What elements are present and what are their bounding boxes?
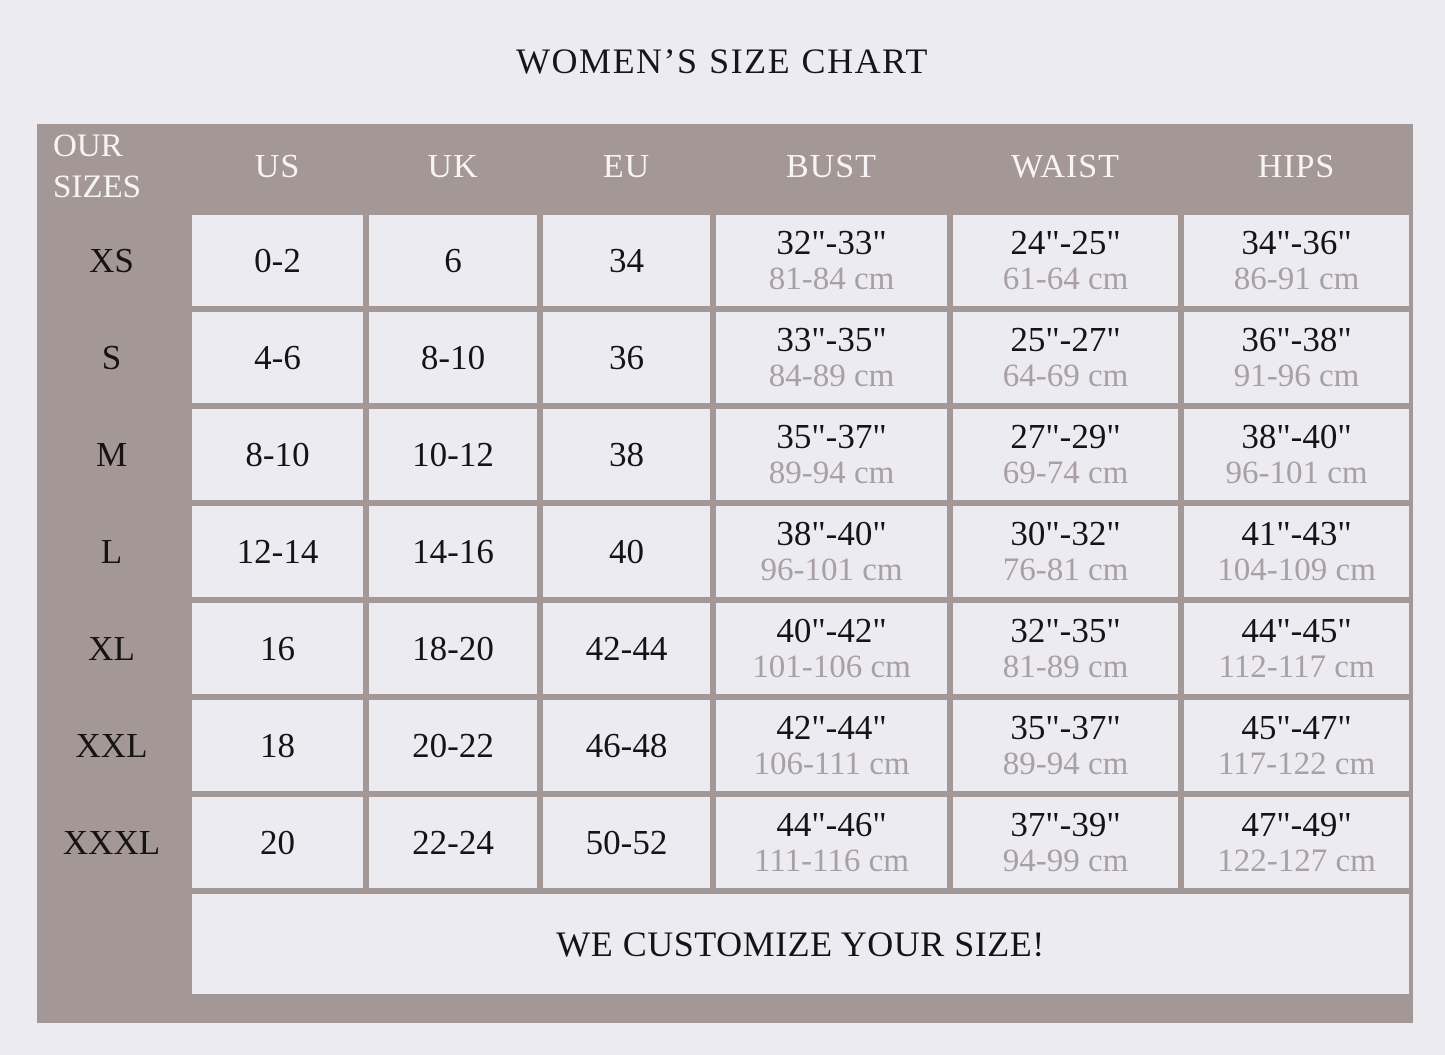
cell-l-bust-cm: 96-101 cm [760, 552, 903, 589]
cell-m-eu: 38 [543, 409, 710, 500]
cell-m-us: 8-10 [192, 409, 363, 500]
col-header-uk: UK [427, 147, 479, 185]
row-label-m: M [95, 434, 128, 474]
corner-header-our-sizes: OUR SIZES [53, 128, 142, 205]
cell-xxxl-bust [716, 797, 947, 888]
cell-l-bust [716, 506, 947, 597]
row-label-s: S [101, 337, 122, 377]
row-label-xxxl: XXXL [62, 822, 161, 862]
cell-s-hips-cm: 91-96 cm [1233, 358, 1360, 395]
cell-xxl-hips-cm: 117-122 cm [1217, 746, 1376, 783]
cell-l-waist-inches: 30"-32" [1010, 513, 1121, 553]
cell-l-uk: 14-16 [369, 506, 537, 597]
col-header-eu: EU [602, 147, 651, 185]
cell-xxxl-hips-inches: 47"-49" [1241, 804, 1352, 844]
cell-xl-waist-cm: 81-89 cm [1002, 649, 1129, 686]
cell-m-bust [716, 409, 947, 500]
cell-xl-bust [716, 603, 947, 694]
col-header-us: US [254, 147, 301, 185]
page-title: WOMEN’S SIZE CHART [516, 41, 929, 81]
cell-xxxl-us: 20 [192, 797, 363, 888]
row-label-xl: XL [88, 628, 135, 668]
cell-xxl-bust-inches: 42"-44" [776, 707, 887, 747]
cell-xs-waist [953, 215, 1178, 306]
cell-xxxl-hips-cm: 122-127 cm [1217, 843, 1376, 880]
cell-xxl-bust [716, 700, 947, 791]
col-header-waist: WAIST [1011, 147, 1120, 185]
cell-m-waist-inches: 27"-29" [1010, 416, 1121, 456]
cell-l-hips-inches: 41"-43" [1241, 513, 1352, 553]
cell-m-hips [1184, 409, 1409, 500]
cell-m-hips-inches: 38"-40" [1241, 416, 1352, 456]
cell-xxl-hips [1184, 700, 1409, 791]
cell-m-bust-cm: 89-94 cm [768, 455, 895, 492]
cell-l-us: 12-14 [192, 506, 363, 597]
cell-xl-bust-inches: 40"-42" [776, 610, 887, 650]
cell-xxl-us: 18 [192, 700, 363, 791]
cell-s-eu: 36 [543, 312, 710, 403]
cell-xs-hips [1184, 215, 1409, 306]
cell-l-bust-inches: 38"-40" [776, 513, 887, 553]
size-chart-grid [37, 124, 1413, 994]
cell-xs-us: 0-2 [192, 215, 363, 306]
cell-xxl-bust-cm: 106-111 cm [753, 746, 910, 783]
cell-xxxl-eu: 50-52 [543, 797, 710, 888]
cell-xs-bust-inches: 32"-33" [776, 222, 887, 262]
cell-xxxl-waist [953, 797, 1178, 888]
cell-xs-bust-cm: 81-84 cm [768, 261, 895, 298]
cell-xl-hips [1184, 603, 1409, 694]
cell-l-hips [1184, 506, 1409, 597]
cell-s-bust-cm: 84-89 cm [768, 358, 895, 395]
cell-m-waist [953, 409, 1178, 500]
cell-xs-hips-cm: 86-91 cm [1233, 261, 1360, 298]
cell-xl-uk: 18-20 [369, 603, 537, 694]
cell-m-hips-cm: 96-101 cm [1225, 455, 1368, 492]
cell-xl-waist [953, 603, 1178, 694]
cell-l-waist-cm: 76-81 cm [1002, 552, 1129, 589]
cell-xl-us: 16 [192, 603, 363, 694]
cell-xxl-uk: 20-22 [369, 700, 537, 791]
cell-xl-hips-inches: 44"-45" [1241, 610, 1352, 650]
cell-s-uk: 8-10 [369, 312, 537, 403]
size-chart-table [37, 124, 1413, 1023]
cell-xxl-hips-inches: 45"-47" [1241, 707, 1352, 747]
cell-xl-bust-cm: 101-106 cm [752, 649, 911, 686]
cell-xxxl-uk: 22-24 [369, 797, 537, 888]
cell-s-us: 4-6 [192, 312, 363, 403]
cell-m-uk: 10-12 [369, 409, 537, 500]
cell-xs-hips-inches: 34"-36" [1241, 222, 1352, 262]
cell-xxl-waist [953, 700, 1178, 791]
cell-xl-hips-cm: 112-117 cm [1218, 649, 1375, 686]
cell-xxl-eu: 46-48 [543, 700, 710, 791]
cell-xs-eu: 34 [543, 215, 710, 306]
cell-xxl-waist-cm: 89-94 cm [1002, 746, 1129, 783]
cell-l-waist [953, 506, 1178, 597]
cell-s-waist [953, 312, 1178, 403]
cell-s-bust [716, 312, 947, 403]
cell-s-hips [1184, 312, 1409, 403]
row-label-xxl: XXL [75, 725, 148, 765]
cell-xxxl-waist-cm: 94-99 cm [1002, 843, 1129, 880]
col-header-hips: HIPS [1257, 147, 1336, 185]
cell-s-hips-inches: 36"-38" [1241, 319, 1352, 359]
row-label-l: L [100, 531, 123, 571]
col-header-bust: BUST [786, 147, 877, 185]
cell-l-eu: 40 [543, 506, 710, 597]
cell-xxxl-bust-cm: 111-116 cm [754, 843, 909, 880]
cell-xs-bust [716, 215, 947, 306]
cell-xxl-waist-inches: 35"-37" [1010, 707, 1121, 747]
cell-s-waist-cm: 64-69 cm [1002, 358, 1129, 395]
cell-xl-waist-inches: 32"-35" [1010, 610, 1121, 650]
cell-l-hips-cm: 104-109 cm [1217, 552, 1376, 589]
row-label-xs: XS [89, 240, 134, 280]
cell-xl-eu: 42-44 [543, 603, 710, 694]
cell-xs-waist-inches: 24"-25" [1010, 222, 1121, 262]
cell-xxxl-bust-inches: 44"-46" [776, 804, 887, 844]
cell-xxxl-hips [1184, 797, 1409, 888]
cell-xxxl-waist-inches: 37"-39" [1010, 804, 1121, 844]
cell-m-bust-inches: 35"-37" [776, 416, 887, 456]
customize-size-banner: WE CUSTOMIZE YOUR SIZE! [192, 894, 1409, 994]
cell-s-waist-inches: 25"-27" [1010, 319, 1121, 359]
cell-xs-waist-cm: 61-64 cm [1002, 261, 1129, 298]
cell-m-waist-cm: 69-74 cm [1002, 455, 1129, 492]
cell-xs-uk: 6 [369, 215, 537, 306]
cell-s-bust-inches: 33"-35" [776, 319, 887, 359]
